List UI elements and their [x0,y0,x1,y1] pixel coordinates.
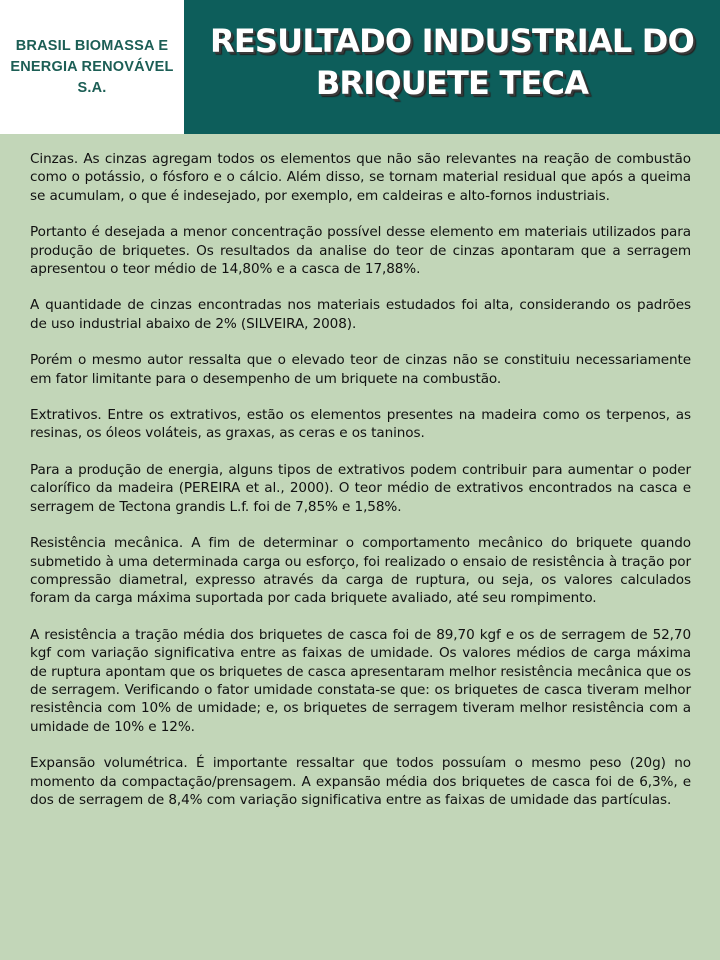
paragraph-ash-quantity: A quantidade de cinzas encontradas nos materiais estudados foi alta, considerando os padrões de uso industrial abaixo de 2% (SILVEIRA, 2008). [30,297,691,332]
header [0,0,720,134]
title-banner [184,0,720,134]
paragraph-tensile-results: A resistência a tração média dos briquetes de casca foi de 89,70 kgf e os de serragem de 52,70 kgf com variação significativa entre as faixas de umidade. Os valores médios de carga máxima de ruptura apontam que os briquetes de casca apresentaram melhor resistência mecânica que os de serragem. Verificando o fator umidade constata-se que: os briquetes de casca tiveram melhor resistência com 10% de umidade; e, os briquetes de serragem tiveram melhor resistência com a umidade de 10% e 12%. [30,626,691,735]
paragraph-volumetric-expansion: Expansão volumétrica. É importante ressaltar que todos possuíam o mesmo peso (20g) no momento da compactação/prensagem. A expansão média dos briquetes de casca foi de 6,3%, e dos de serragem de 8,4% com variação significativa entre as faixas de umidade das partículas. [30,755,691,808]
paragraph-ash: Cinzas. As cinzas agregam todos os elementos que não são relevantes na reação de combustão como o potássio, o fósforo e o cálcio. Além disso, se tornam material residual que após a queima se acumulam, o que é indesejado, por exemplo, em caldeiras e alto-fornos industriais. [30,151,691,204]
paragraph-extractives-energy: Para a produção de energia, alguns tipos de extrativos podem contribuir para aumentar o poder calorífico da madeira (PEREIRA et al., 2000). O teor médio de extrativos encontrados na casca e serragem de Tectona grandis L.f. foi de 7,85% e 1,58%. [30,461,691,515]
company-name: BRASIL BIOMASSA E ENERGIA RENOVÁVEL S.A. [10,37,174,96]
company-logo-box [0,0,184,134]
paragraph-ash-results: Portanto é desejada a menor concentração possível desse elemento em materiais utilizados para produção de briquetes. Os resultados da analise do teor de cinzas apontaram que a serragem apresentou o teor médio de 14,80% e a casca de 17,88%. [30,224,691,278]
paragraph-ash-note: Porém o mesmo autor ressalta que o elevado teor de cinzas não se constituiu necessariamente em fator limitante para o desempenho de um briquete na combustão. [30,352,691,387]
paragraph-extractives: Extrativos. Entre os extrativos, estão os elementos presentes na madeira como os terpenos, as resinas, os óleos voláteis, as graxas, as ceras e os taninos. [30,407,691,442]
paragraph-mechanical-resistance: Resistência mecânica. A fim de determinar o comportamento mecânico do briquete quando submetido à uma determinada carga ou esforço, foi realizado o ensaio de resistência à tração por compressão diametral, expresso através da carga de ruptura, ou seja, os valores calculados foram da carga máxima suportada por cada briquete avaliado, até seu rompimento. [30,535,691,607]
body-text [30,150,691,827]
page-title: RESULTADO INDUSTRIAL DO BRIQUETE TECA [210,22,694,102]
